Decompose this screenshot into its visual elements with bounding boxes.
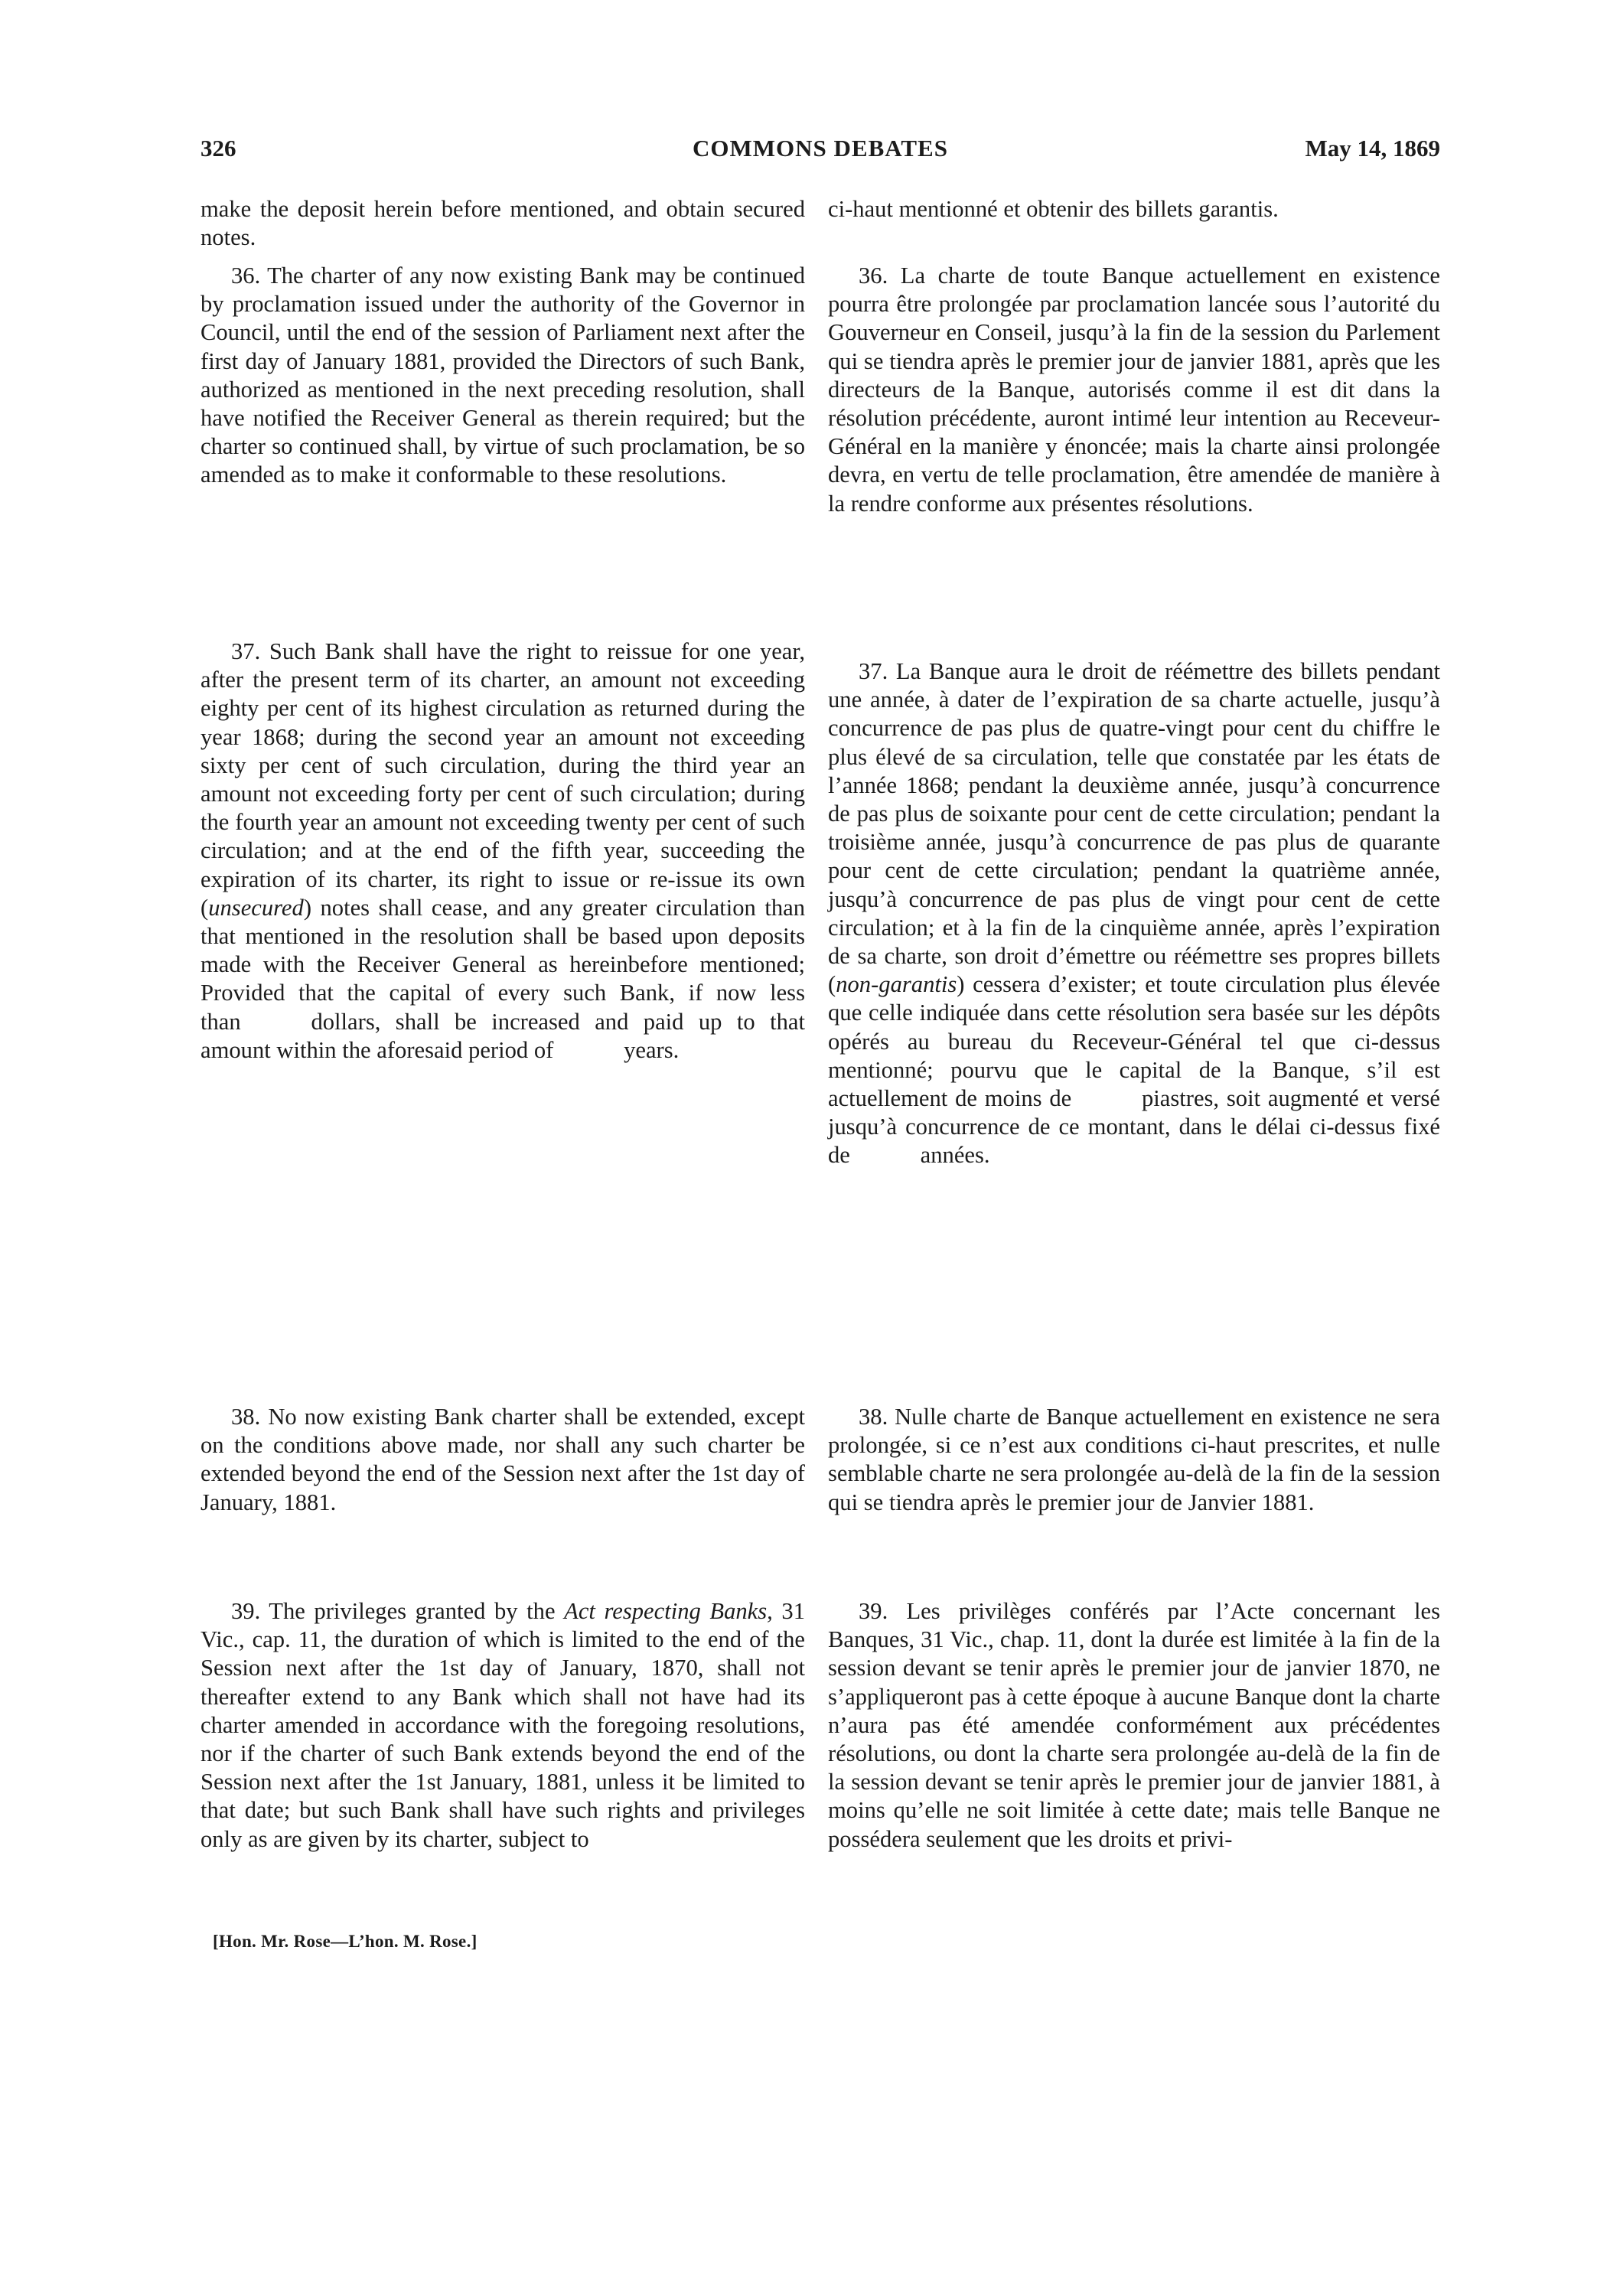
english-resolution-36: 36. The charter of any now existing Bank may be continued by proclamation issued under the authority of the Governor in Council, until the end of the session of Parliament next after the first day of January 1881, provided the Directors of such Bank, authorized as mentioned in the next preceding resolution, shall have notified the Receiver General as therein required; but the charter so continued shall, by virtue of such proclamation, be so amended as to make it conformable to these resolutions. xyxy=(200,263,805,488)
english-resolution-39: 39. The privileges granted by the Act respecting Banks, 31 Vic., cap. 11, the duration of which is limited to the end of the Session next after the 1st day of January, 1870, shall not thereafter extend to any Bank which shall not have had its charter amended in accordance with the foregoing resolutions, nor if the charter of such Bank extends beyond the end of the Session next after the 1st January, 1881, unless it be limited to that date; but such Bank shall have such rights and privileges only as are given by its charter, subject to xyxy=(200,1598,805,1852)
french-continuation-paragraph: ci-haut mentionné et obtenir des billets garantis. xyxy=(828,196,1279,222)
french-resolution-38: 38. Nulle charte de Banque actuellement en existence ne sera prolongée, si ce n’est aux conditions ci-haut prescrites, et nulle semblable charte ne sera prolongée au-delà de la fin de la session qui se tiendra après le premier jour de Janvier 1881. xyxy=(828,1404,1440,1515)
french-resolution-39: 39. Les privilèges conférés par l’Acte concernant les Banques, 31 Vic., chap. 11, dont la durée est limitée à la fin de la session devant se tenir après le premier jour de janvier 1870, ne s’appliqueront pas à cette époque à aucune Banque dont la charte n’aura pas été amendée conformément aux précédentes résolutions, ou dont la charte sera prolongée au-delà de la fin de la session devant se tenir après le premier jour de janvier 1881, à moins qu’elle ne soit limitée à cette date; mais telle Banque ne possédera seulement que les droits et privi- xyxy=(828,1598,1440,1852)
page-number: 326 xyxy=(200,135,236,161)
emphasis-unsecured: unsecured xyxy=(208,894,304,921)
english-continuation-paragraph: make the deposit herein before mentioned, and obtain secured notes. xyxy=(200,196,805,251)
english-resolution-38: 38. No now existing Bank charter shall be extended, except on the conditions above made, nor shall any such charter be extended beyond the end of the Session next after the 1st day of January, 1881. xyxy=(200,1404,805,1515)
publication-title: COMMONS DEBATES xyxy=(693,135,948,161)
page-date: May 14, 1869 xyxy=(1305,135,1440,161)
speaker-footnote: [Hon. Mr. Rose—L’hon. M. Rose.] xyxy=(213,1932,478,1951)
french-resolution-36: 36. La charte de toute Banque actuellement en existence pourra être prolongée par proclamation lancée sous l’autorité du Gouverneur en Conseil, jusqu’à la fin de la session du Parlement qui se tiendra après le premier jour de janvier 1881, après que les directeurs de la Banque, autorisés comme il est dit dans la résolution précédente, auront intimé leur intention au Receveur-Général en la manière y énoncée; mais la charte ainsi prolongée devra, en vertu de telle proclamation, être amendée de manière à la rendre conforme aux présentes résolutions. xyxy=(828,263,1440,517)
emphasis-non-garantis: non-garantis xyxy=(836,971,957,998)
french-resolution-37: 37. La Banque aura le droit de réémettre des billets pendant une année, à dater de l’expiration de sa charte actuelle, jusqu’à concurrence de pas plus de quatre-vingt pour cent du chiffre le plus élevé de sa circulation, telle que constatée par les états de l’année 1868; pendant la deuxième année, jusqu’à concurrence de pas plus de soixante pour cent de cette circulation; pendant la troisième année, jusqu’à concurrence de pas plus de quarante pour cent de cette circulation; pendant la quatrième année, jusqu’à concurrence de pas plus de vingt pour cent de cette circulation; et à la fin de la cinquième année, après l’expiration de sa charte, son droit d’émettre ou réémettre ses propres billets (non-garantis) cessera d’exister; et toute circulation plus élevée que celle indiquée dans cette résolution sera basée sur les dépôts opérés au bureau du Receveur-Général tel que ci-dessus mentionné; pourvu que le capital de la Banque, s’il est actuellement de moins de piastres, soit augmenté et versé jusqu’à concurrence de ce montant, dans le délai ci-dessus fixé de années. xyxy=(828,658,1440,1169)
english-resolution-37: 37. Such Bank shall have the right to reissue for one year, after the present term of its charter, an amount not exceeding eighty per cent of its highest circulation as returned during the year 1868; during the second year an amount not exceeding sixty per cent of such circulation, during the third year an amount not exceeding forty per cent of such circulation; during the fourth year an amount not exceeding twenty per cent of such circulation; and at the end of the fifth year, succeeding the expiration of its charter, its right to issue or re-issue its own (unsecured) notes shall cease, and any greater circulation than that mentioned in the resolution shall be based upon deposits made with the Receiver General as hereinbefore mentioned; Provided that the capital of every such Bank, if now less than dollars, shall be increased and paid up to that amount within the aforesaid period of years. xyxy=(200,638,805,1063)
emphasis-act-title: Act respecting Banks, xyxy=(564,1598,773,1624)
page-header xyxy=(200,129,1440,167)
